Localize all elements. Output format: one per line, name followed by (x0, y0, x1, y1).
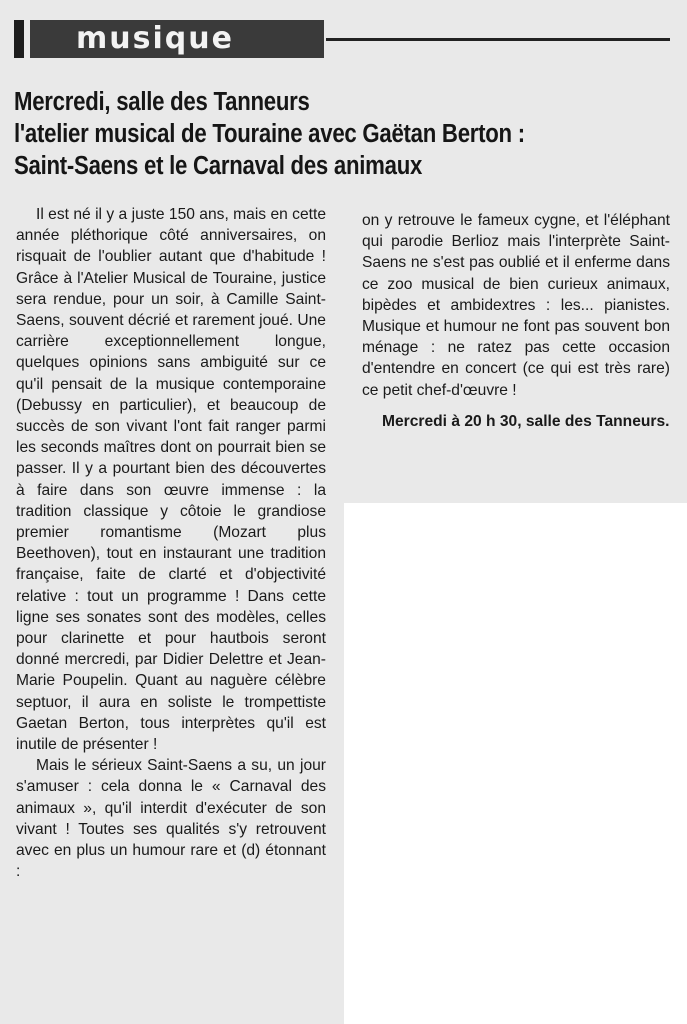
rubric-lead-block (14, 20, 24, 58)
article-paragraph-continued: on y retrouve le fameux cygne, et l'éléphant qui parodie Berlioz mais l'interprète Saint-Saens ne s'est pas oublié et il enferme dans ce zoo musical de bien curieux animaux, bipèdes et ambidextres : les... pianistes. Musique et humour ne font pas souvent bon ménage : ne ratez pas cette occasion d'entendre en concert (ce qui est très rare) ce petit chef-d'œuvre ! (362, 212, 670, 399)
rubric-banner (14, 20, 324, 58)
headline-line-2: l'atelier musical de Touraine avec Gaëtan Berton : (14, 120, 525, 148)
article-headline (14, 86, 588, 182)
article-paragraph-2: Mais le sérieux Saint-Saens a su, un jour s'amuser : cela donna le « Carnaval des animaux », qu'il interdit d'exécuter de son vivant ! Toutes ses qualités s'y retrouvent avec en plus un humour rare et (d) étonnant : (16, 757, 326, 881)
rubric-label: musique (30, 20, 324, 58)
headline-line-3: Saint-Saens et le Carnaval des animaux (14, 152, 423, 180)
article-column-right (362, 210, 670, 432)
rubric-rule (326, 38, 670, 41)
event-info: Mercredi à 20 h 30, salle des Tanneurs. (382, 412, 670, 430)
headline-line-1: Mercredi, salle des Tanneurs (14, 88, 310, 116)
article-column-left (16, 204, 326, 883)
article-paragraph-1: Il est né il y a juste 150 ans, mais en cette année pléthorique côté anniversaires, on risquait de l'oublier autant que d'habitude ! Grâce à l'Atelier Musical de Touraine, justice sera rendue, pour un soir, à Camille Saint-Saens, souvent décrié et rarement joué. Une carrière exceptionnellement longue, quelques opinions sans ambiguité sur ce qu'il pensait de la musique contemporaine (Debussy en particulier), et beaucoup de succès de son vivant l'ont fait ranger parmi les seconds maîtres dont on pourrait bien se passer. Il y a pourtant bien des découvertes à faire dans son œuvre immense : la tradition classique y côtoie le grandiose premier romantisme (Mozart plus Beethoven), tout en instaurant une tradition française, faite de clarté et d'objectivité relative : tout un programme ! Dans cette ligne ses sonates sont des modèles, celles pour clarinette et pour hautbois seront donné mercredi, par Didier Delettre et Jean-Marie Poupelin. Quant au naguère célèbre septuor, il aura en soliste le trompettiste Gaetan Berton, tous interprètes qu'il est inutile de présenter ! (16, 206, 326, 754)
